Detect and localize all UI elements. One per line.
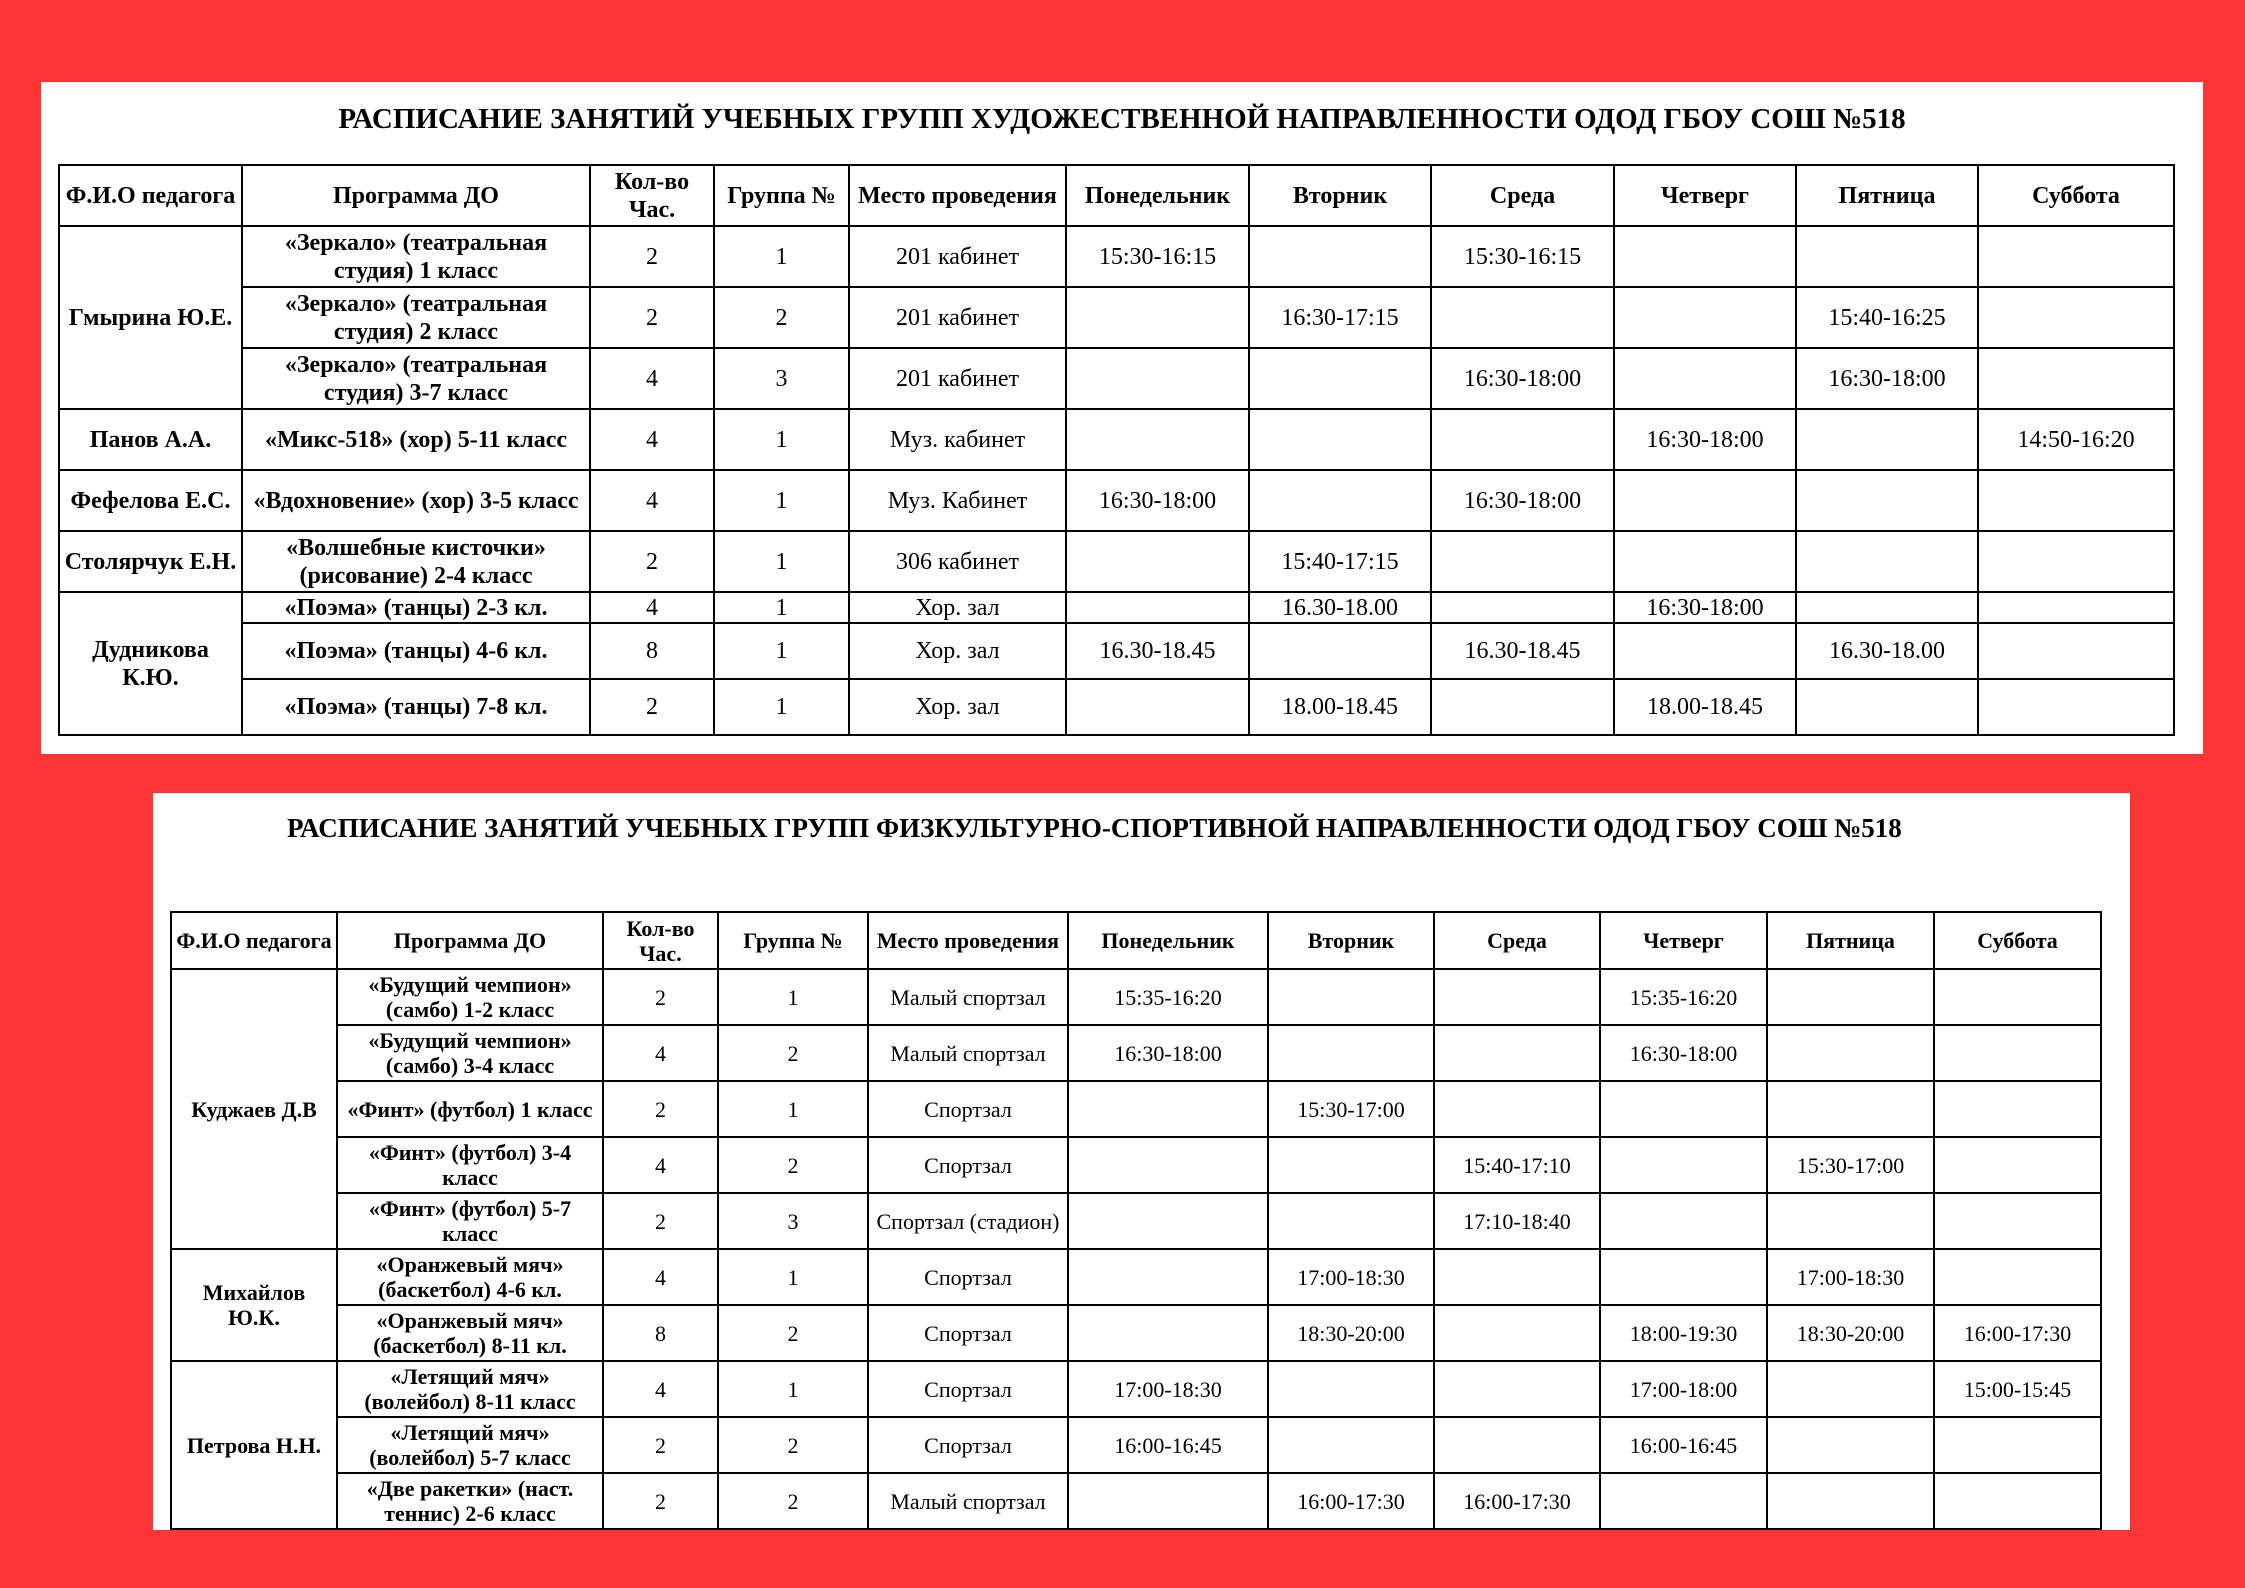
- hours-cell: 4: [603, 1025, 718, 1081]
- wed-cell: [1434, 1025, 1600, 1081]
- hours-cell: 2: [590, 226, 714, 287]
- table-row: [171, 969, 2101, 1025]
- tue-cell: 16.30-18.00: [1249, 592, 1431, 623]
- mon-cell: 16:00-16:45: [1068, 1417, 1268, 1473]
- tue-cell: [1268, 1417, 1434, 1473]
- program-cell: «Финт» (футбол) 5-7 класс: [337, 1193, 603, 1249]
- art-schedule-panel: [41, 82, 2203, 754]
- wed-cell: [1434, 1249, 1600, 1305]
- place-cell: Малый спортзал: [868, 1025, 1068, 1081]
- wed-cell: [1434, 1305, 1600, 1361]
- mon-cell: 15:35-16:20: [1068, 969, 1268, 1025]
- hours-cell: 2: [590, 531, 714, 592]
- program-cell: «Будущий чемпион» (самбо) 3-4 класс: [337, 1025, 603, 1081]
- table-row: [171, 1417, 2101, 1473]
- hours-cell: 2: [603, 1473, 718, 1529]
- thu-cell: 16:30-18:00: [1614, 592, 1796, 623]
- teacher-cell: Дудникова К.Ю.: [59, 592, 242, 735]
- header-group: Группа №: [714, 165, 849, 226]
- teacher-cell: Панов А.А.: [59, 409, 242, 470]
- header-thu: Четверг: [1614, 165, 1796, 226]
- thu-cell: [1614, 470, 1796, 531]
- thu-cell: 16:30-18:00: [1600, 1025, 1767, 1081]
- header-program: Программа ДО: [337, 912, 603, 969]
- wed-cell: 15:40-17:10: [1434, 1137, 1600, 1193]
- mon-cell: [1068, 1473, 1268, 1529]
- fri-cell: 15:30-17:00: [1767, 1137, 1934, 1193]
- table-row: [59, 679, 2174, 735]
- table-row: [171, 1193, 2101, 1249]
- sat-cell: [1978, 679, 2174, 735]
- thu-cell: [1600, 1473, 1767, 1529]
- program-cell: «Зеркало» (театральная студия) 3-7 класс: [242, 348, 590, 409]
- group-cell: 2: [718, 1137, 868, 1193]
- place-cell: Хор. зал: [849, 592, 1066, 623]
- hours-cell: 4: [590, 470, 714, 531]
- thu-cell: [1614, 226, 1796, 287]
- place-cell: 201 кабинет: [849, 287, 1066, 348]
- header-wed: Среда: [1434, 912, 1600, 969]
- wed-cell: 16:30-18:00: [1431, 348, 1614, 409]
- tue-cell: 15:40-17:15: [1249, 531, 1431, 592]
- sat-cell: [1978, 470, 2174, 531]
- mon-cell: [1066, 409, 1249, 470]
- fri-cell: [1767, 1361, 1934, 1417]
- fri-cell: [1796, 592, 1978, 623]
- teacher-cell: Михайлов Ю.К.: [171, 1249, 337, 1361]
- mon-cell: [1066, 348, 1249, 409]
- sat-cell: [1934, 969, 2101, 1025]
- wed-cell: [1431, 531, 1614, 592]
- table-row: [171, 1081, 2101, 1137]
- wed-cell: 16:30-18:00: [1431, 470, 1614, 531]
- mon-cell: [1068, 1137, 1268, 1193]
- group-cell: 2: [718, 1025, 868, 1081]
- sport-schedule-panel: [153, 793, 2130, 1530]
- program-cell: «Зеркало» (театральная студия) 2 класс: [242, 287, 590, 348]
- teacher-cell: Фефелова Е.С.: [59, 470, 242, 531]
- sat-cell: [1978, 531, 2174, 592]
- table-row: [59, 348, 2174, 409]
- thu-cell: 16:00-16:45: [1600, 1417, 1767, 1473]
- program-cell: «Волшебные кисточки» (рисование) 2-4 класс: [242, 531, 590, 592]
- tue-cell: 17:00-18:30: [1268, 1249, 1434, 1305]
- sat-cell: 14:50-16:20: [1978, 409, 2174, 470]
- sat-cell: [1934, 1417, 2101, 1473]
- fri-cell: 18:30-20:00: [1767, 1305, 1934, 1361]
- group-cell: 2: [718, 1417, 868, 1473]
- header-group: Группа №: [718, 912, 868, 969]
- table-row: [59, 287, 2174, 348]
- wed-cell: 16.30-18.45: [1431, 623, 1614, 679]
- sat-cell: [1978, 348, 2174, 409]
- wed-cell: [1434, 1081, 1600, 1137]
- table-row: [59, 531, 2174, 592]
- thu-cell: [1600, 1081, 1767, 1137]
- fri-cell: [1767, 1417, 1934, 1473]
- place-cell: Хор. зал: [849, 679, 1066, 735]
- mon-cell: 17:00-18:30: [1068, 1361, 1268, 1417]
- art-schedule-table: [58, 164, 2175, 736]
- hours-cell: 2: [603, 1081, 718, 1137]
- header-tue: Вторник: [1249, 165, 1431, 226]
- fri-cell: [1796, 470, 1978, 531]
- place-cell: Муз. Кабинет: [849, 470, 1066, 531]
- header-fri: Пятница: [1796, 165, 1978, 226]
- program-cell: «Микс-518» (хор) 5-11 класс: [242, 409, 590, 470]
- fri-cell: 17:00-18:30: [1767, 1249, 1934, 1305]
- sat-cell: [1934, 1249, 2101, 1305]
- place-cell: 201 кабинет: [849, 226, 1066, 287]
- program-cell: «Финт» (футбол) 1 класс: [337, 1081, 603, 1137]
- thu-cell: 16:30-18:00: [1614, 409, 1796, 470]
- group-cell: 3: [714, 348, 849, 409]
- hours-cell: 2: [590, 287, 714, 348]
- table-row: [171, 1137, 2101, 1193]
- wed-cell: [1434, 1417, 1600, 1473]
- program-cell: «Будущий чемпион» (самбо) 1-2 класс: [337, 969, 603, 1025]
- sat-cell: [1978, 592, 2174, 623]
- sat-cell: [1978, 623, 2174, 679]
- sat-cell: [1978, 226, 2174, 287]
- thu-cell: 15:35-16:20: [1600, 969, 1767, 1025]
- mon-cell: 16:30-18:00: [1068, 1025, 1268, 1081]
- program-cell: «Две ракетки» (наст. теннис) 2-6 класс: [337, 1473, 603, 1529]
- thu-cell: 17:00-18:00: [1600, 1361, 1767, 1417]
- hours-cell: 4: [590, 348, 714, 409]
- group-cell: 3: [718, 1193, 868, 1249]
- sat-cell: [1934, 1025, 2101, 1081]
- tue-cell: [1268, 1025, 1434, 1081]
- sat-cell: 16:00-17:30: [1934, 1305, 2101, 1361]
- wed-cell: [1434, 969, 1600, 1025]
- thu-cell: 18.00-18.45: [1614, 679, 1796, 735]
- tue-cell: [1249, 348, 1431, 409]
- wed-cell: [1431, 592, 1614, 623]
- fri-cell: [1796, 531, 1978, 592]
- table-row: [171, 1473, 2101, 1529]
- fri-cell: [1796, 409, 1978, 470]
- program-cell: «Зеркало» (театральная студия) 1 класс: [242, 226, 590, 287]
- thu-cell: [1614, 348, 1796, 409]
- place-cell: Муз. кабинет: [849, 409, 1066, 470]
- group-cell: 2: [718, 1305, 868, 1361]
- mon-cell: [1068, 1249, 1268, 1305]
- thu-cell: [1600, 1193, 1767, 1249]
- group-cell: 1: [714, 470, 849, 531]
- mon-cell: [1068, 1305, 1268, 1361]
- mon-cell: [1068, 1081, 1268, 1137]
- header-teacher: Ф.И.О педагога: [171, 912, 337, 969]
- fri-cell: [1796, 679, 1978, 735]
- hours-cell: 4: [603, 1249, 718, 1305]
- thu-cell: [1600, 1249, 1767, 1305]
- fri-cell: [1767, 1081, 1934, 1137]
- sat-cell: 15:00-15:45: [1934, 1361, 2101, 1417]
- hours-cell: 4: [603, 1361, 718, 1417]
- fri-cell: [1767, 1193, 1934, 1249]
- fri-cell: 16.30-18.00: [1796, 623, 1978, 679]
- mon-cell: 16:30-18:00: [1066, 470, 1249, 531]
- group-cell: 1: [718, 1081, 868, 1137]
- table-row: [59, 409, 2174, 470]
- program-cell: «Поэма» (танцы) 2-3 кл.: [242, 592, 590, 623]
- program-cell: «Вдохновение» (хор) 3-5 класс: [242, 470, 590, 531]
- hours-cell: 8: [590, 623, 714, 679]
- place-cell: Спортзал: [868, 1361, 1068, 1417]
- mon-cell: 16.30-18.45: [1066, 623, 1249, 679]
- hours-cell: 4: [590, 592, 714, 623]
- tue-cell: [1249, 226, 1431, 287]
- thu-cell: [1614, 287, 1796, 348]
- table-row: [59, 226, 2174, 287]
- group-cell: 1: [714, 409, 849, 470]
- header-place: Место проведения: [849, 165, 1066, 226]
- place-cell: 201 кабинет: [849, 348, 1066, 409]
- sat-cell: [1934, 1473, 2101, 1529]
- thu-cell: 18:00-19:30: [1600, 1305, 1767, 1361]
- header-program: Программа ДО: [242, 165, 590, 226]
- sport-schedule-title: РАСПИСАНИЕ ЗАНЯТИЙ УЧЕБНЫХ ГРУПП ФИЗКУЛЬТУРНО-СПОРТИВНОЙ НАПРАВЛЕННОСТИ ОДОД ГБОУ СОШ №518: [287, 813, 1902, 843]
- table-row: [171, 1025, 2101, 1081]
- program-cell: «Оранжевый мяч» (баскетбол) 8-11 кл.: [337, 1305, 603, 1361]
- place-cell: Хор. зал: [849, 623, 1066, 679]
- wed-cell: 17:10-18:40: [1434, 1193, 1600, 1249]
- header-hours: Кол-во Час.: [590, 165, 714, 226]
- tue-cell: 16:30-17:15: [1249, 287, 1431, 348]
- hours-cell: 4: [603, 1137, 718, 1193]
- mon-cell: [1068, 1193, 1268, 1249]
- hours-cell: 2: [590, 679, 714, 735]
- wed-cell: [1434, 1361, 1600, 1417]
- fri-cell: 16:30-18:00: [1796, 348, 1978, 409]
- header-mon: Понедельник: [1066, 165, 1249, 226]
- fri-cell: 15:40-16:25: [1796, 287, 1978, 348]
- hours-cell: 8: [603, 1305, 718, 1361]
- hours-cell: 2: [603, 1193, 718, 1249]
- mon-cell: 15:30-16:15: [1066, 226, 1249, 287]
- hours-cell: 2: [603, 969, 718, 1025]
- header-thu: Четверг: [1600, 912, 1767, 969]
- tue-cell: 16:00-17:30: [1268, 1473, 1434, 1529]
- header-hours: Кол-во Час.: [603, 912, 718, 969]
- place-cell: Спортзал: [868, 1417, 1068, 1473]
- group-cell: 2: [714, 287, 849, 348]
- tue-cell: [1249, 623, 1431, 679]
- group-cell: 1: [714, 531, 849, 592]
- place-cell: Малый спортзал: [868, 1473, 1068, 1529]
- header-tue: Вторник: [1268, 912, 1434, 969]
- header-teacher: Ф.И.О педагога: [59, 165, 242, 226]
- fri-cell: [1767, 1473, 1934, 1529]
- fri-cell: [1767, 1025, 1934, 1081]
- sat-cell: [1934, 1081, 2101, 1137]
- header-mon: Понедельник: [1068, 912, 1268, 969]
- tue-cell: [1249, 409, 1431, 470]
- group-cell: 1: [714, 623, 849, 679]
- header-sat: Суббота: [1934, 912, 2101, 969]
- table-header-row: [59, 165, 2174, 226]
- place-cell: 306 кабинет: [849, 531, 1066, 592]
- program-cell: «Поэма» (танцы) 4-6 кл.: [242, 623, 590, 679]
- art-schedule-title: РАСПИСАНИЕ ЗАНЯТИЙ УЧЕБНЫХ ГРУПП ХУДОЖЕСТВЕННОЙ НАПРАВЛЕННОСТИ ОДОД ГБОУ СОШ №518: [338, 103, 1906, 135]
- mon-cell: [1066, 287, 1249, 348]
- fri-cell: [1767, 969, 1934, 1025]
- place-cell: Спортзал (стадион): [868, 1193, 1068, 1249]
- thu-cell: [1614, 623, 1796, 679]
- group-cell: 1: [714, 679, 849, 735]
- table-row: [59, 470, 2174, 531]
- mon-cell: [1066, 592, 1249, 623]
- table-header-row: [171, 912, 2101, 969]
- sat-cell: [1934, 1193, 2101, 1249]
- sport-schedule-table: [170, 911, 2102, 1530]
- group-cell: 2: [718, 1473, 868, 1529]
- sat-cell: [1934, 1137, 2101, 1193]
- header-sat: Суббота: [1978, 165, 2174, 226]
- fri-cell: [1796, 226, 1978, 287]
- group-cell: 1: [714, 592, 849, 623]
- tue-cell: [1268, 1193, 1434, 1249]
- place-cell: Спортзал: [868, 1081, 1068, 1137]
- program-cell: «Поэма» (танцы) 7-8 кл.: [242, 679, 590, 735]
- mon-cell: [1066, 679, 1249, 735]
- table-row: [171, 1249, 2101, 1305]
- wed-cell: [1431, 409, 1614, 470]
- header-place: Место проведения: [868, 912, 1068, 969]
- program-cell: «Летящий мяч» (волейбол) 8-11 класс: [337, 1361, 603, 1417]
- header-wed: Среда: [1431, 165, 1614, 226]
- tue-cell: [1268, 1137, 1434, 1193]
- program-cell: «Финт» (футбол) 3-4 класс: [337, 1137, 603, 1193]
- tue-cell: 18.00-18.45: [1249, 679, 1431, 735]
- teacher-cell: Гмырина Ю.Е.: [59, 226, 242, 409]
- wed-cell: 16:00-17:30: [1434, 1473, 1600, 1529]
- tue-cell: [1268, 969, 1434, 1025]
- table-row: [59, 592, 2174, 623]
- group-cell: 1: [718, 969, 868, 1025]
- tue-cell: 15:30-17:00: [1268, 1081, 1434, 1137]
- teacher-cell: Столярчук Е.Н.: [59, 531, 242, 592]
- wed-cell: 15:30-16:15: [1431, 226, 1614, 287]
- table-row: [59, 623, 2174, 679]
- header-fri: Пятница: [1767, 912, 1934, 969]
- mon-cell: [1066, 531, 1249, 592]
- tue-cell: [1268, 1361, 1434, 1417]
- group-cell: 1: [718, 1361, 868, 1417]
- tue-cell: 18:30-20:00: [1268, 1305, 1434, 1361]
- group-cell: 1: [718, 1249, 868, 1305]
- place-cell: Малый спортзал: [868, 969, 1068, 1025]
- hours-cell: 2: [603, 1417, 718, 1473]
- teacher-cell: Куджаев Д.В: [171, 969, 337, 1249]
- table-row: [171, 1305, 2101, 1361]
- table-row: [171, 1361, 2101, 1417]
- tue-cell: [1249, 470, 1431, 531]
- place-cell: Спортзал: [868, 1305, 1068, 1361]
- place-cell: Спортзал: [868, 1137, 1068, 1193]
- group-cell: 1: [714, 226, 849, 287]
- wed-cell: [1431, 679, 1614, 735]
- wed-cell: [1431, 287, 1614, 348]
- program-cell: «Летящий мяч» (волейбол) 5-7 класс: [337, 1417, 603, 1473]
- teacher-cell: Петрова Н.Н.: [171, 1361, 337, 1529]
- thu-cell: [1600, 1137, 1767, 1193]
- thu-cell: [1614, 531, 1796, 592]
- program-cell: «Оранжевый мяч» (баскетбол) 4-6 кл.: [337, 1249, 603, 1305]
- place-cell: Спортзал: [868, 1249, 1068, 1305]
- hours-cell: 4: [590, 409, 714, 470]
- sat-cell: [1978, 287, 2174, 348]
